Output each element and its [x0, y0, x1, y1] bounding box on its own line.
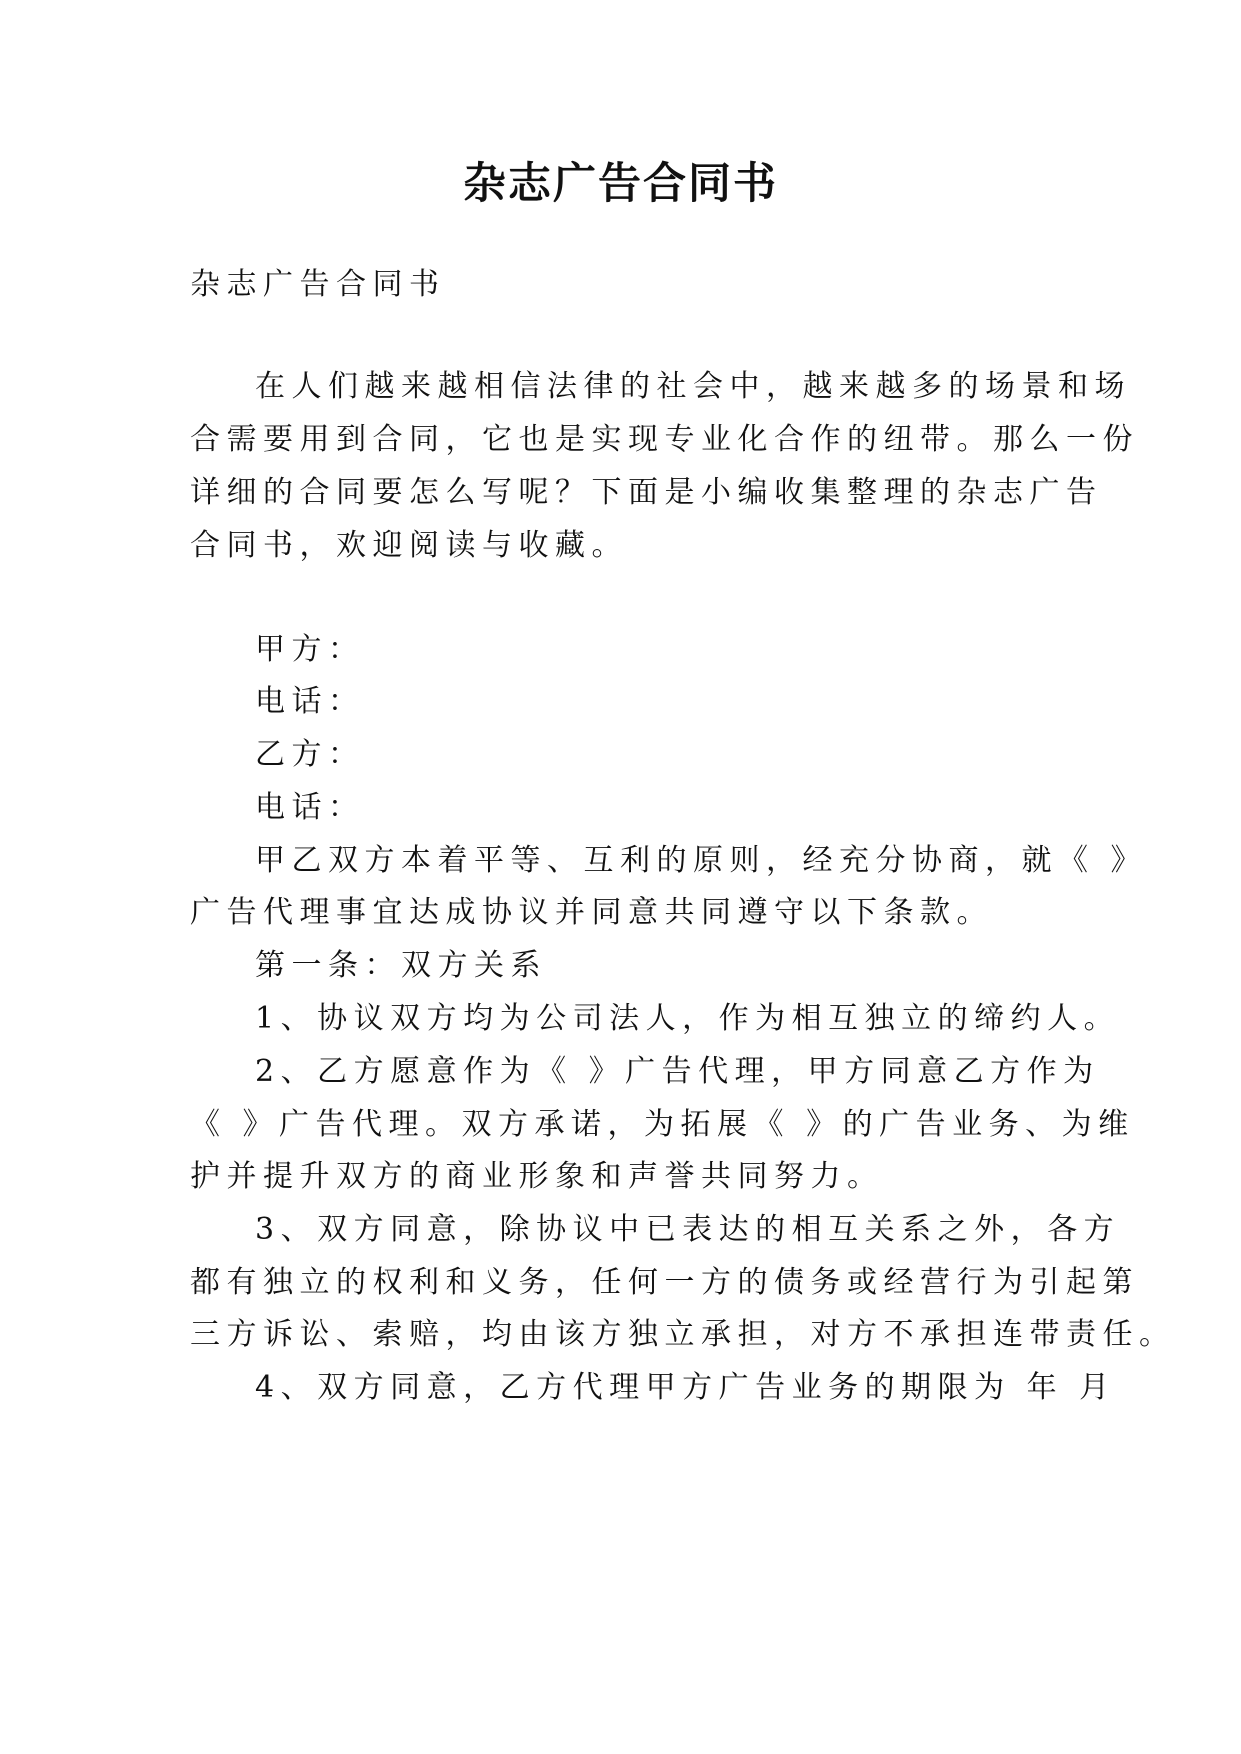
document-title: 杂志广告合同书: [463, 159, 778, 209]
clause-heading: 第一条：双方关系: [255, 948, 547, 983]
intro-line: 详细的合同要怎么写呢？下面是小编收集整理的杂志广告: [190, 475, 1103, 510]
party-a-phone-label: 电话：: [255, 684, 365, 719]
intro-line: 在人们越来越相信法律的社会中，越来越多的场景和场: [255, 369, 1131, 404]
party-a-label: 甲方：: [255, 632, 365, 667]
body-line: 广告代理事宜达成协议并同意共同遵守以下条款。: [190, 895, 993, 930]
document-subtitle: 杂志广告合同书: [190, 267, 446, 302]
body-line: 4、双方同意，乙方代理甲方广告业务的期限为 年 月: [255, 1370, 1116, 1405]
body-line: 3、双方同意，除协议中已表达的相互关系之外，各方: [255, 1212, 1121, 1247]
body-line: 2、乙方愿意作为《 》广告代理，甲方同意乙方作为: [255, 1054, 1100, 1089]
body-line: 护并提升双方的商业形象和声誉共同努力。: [190, 1159, 884, 1194]
intro-line: 合同书，欢迎阅读与收藏。: [190, 528, 628, 563]
body-line: 都有独立的权利和义务，任何一方的债务或经营行为引起第: [190, 1265, 1139, 1300]
body-line: 甲乙双方本着平等、互利的原则，经充分协商，就《 》: [255, 843, 1148, 878]
intro-line: 合需要用到合同，它也是实现专业化合作的纽带。那么一份: [190, 422, 1139, 457]
body-line: 1、协议双方均为公司法人，作为相互独立的缔约人。: [255, 1001, 1121, 1036]
party-b-label: 乙方：: [255, 737, 365, 772]
party-b-phone-label: 电话：: [255, 790, 365, 825]
body-line: 三方诉讼、索赔，均由该方独立承担，对方不承担连带责任。: [190, 1317, 1176, 1352]
body-line: 《 》广告代理。双方承诺，为拓展《 》的广告业务、为维: [190, 1107, 1135, 1142]
